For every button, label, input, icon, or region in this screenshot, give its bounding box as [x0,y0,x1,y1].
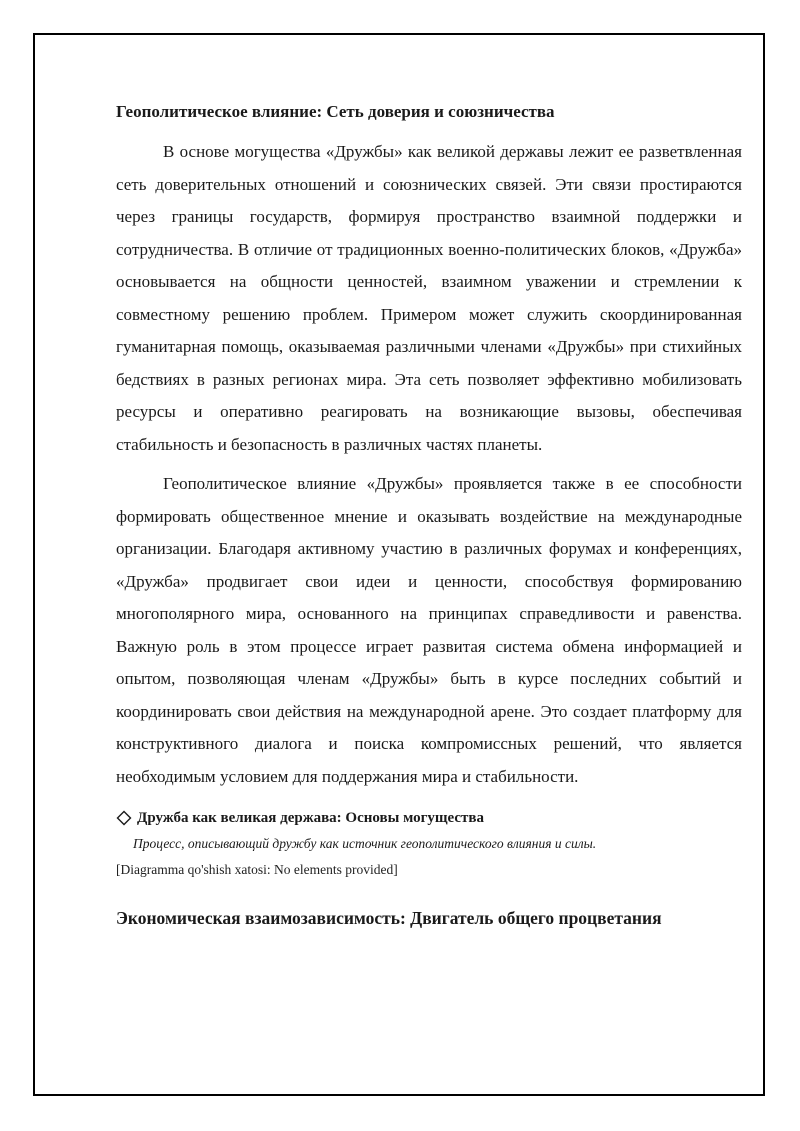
diamond-icon [116,810,132,826]
document-body [116,100,742,931]
section-heading-economy: Экономическая взаимозависимость: Двигатель общего процветания [116,908,662,928]
diagram-title-text: Дружба как великая держава: Основы могущества [137,810,485,826]
diagram-description: Процесс, описывающий дружбу как источник геополитического влияния и силы. [133,836,597,851]
paragraph-2: Геополитическое влияние «Дружбы» проявляется также в ее способности формировать общественное мнение и оказывать воздействие на международные организации. Благодаря активному участию в различных форумах и конференциях, «Дружба» продвигает свои идеи и ценности, способствуя формированию многополярного мира, основанного на принципах справедливости и равенства. Важную роль в этом процессе играет развитая система обмена информацией и опытом, позволяющая членам «Дружбы» быть в курсе последних событий и координировать свои действия на международной арене. Это создает платформу для конструктивного диалога и поиска компромиссных решений, что является необходимым условием для поддержания мира и стабильности. [116,474,742,786]
diagram-error-message: [Diagramma qo'shish xatosi: No elements provided] [116,862,398,877]
diagram-placeholder [116,807,742,881]
section-heading-geopolitics: Геополитическое влияние: Сеть доверия и союзничества [116,102,555,121]
paragraph-1: В основе могущества «Дружбы» как великой державы лежит ее разветвленная сеть доверительных отношений и союзнических связей. Эти связи простираются через границы государств, формируя пространство взаимной поддержки и сотрудничества. В отличие от традиционных военно-политических блоков, «Дружба» основывается на общности ценностей, взаимном уважении и стремлении к совместному решению проблем. Примером может служить скоординированная гуманитарная помощь, оказываемая различными членами «Дружбы» при стихийных бедствиях в разных регионах мира. Эта сеть позволяет эффективно мобилизовать ресурсы и оперативно реагировать на возникающие вызовы, обеспечивая стабильность и безопасность в различных частях планеты. [116,142,742,454]
diagram-title [116,807,742,829]
